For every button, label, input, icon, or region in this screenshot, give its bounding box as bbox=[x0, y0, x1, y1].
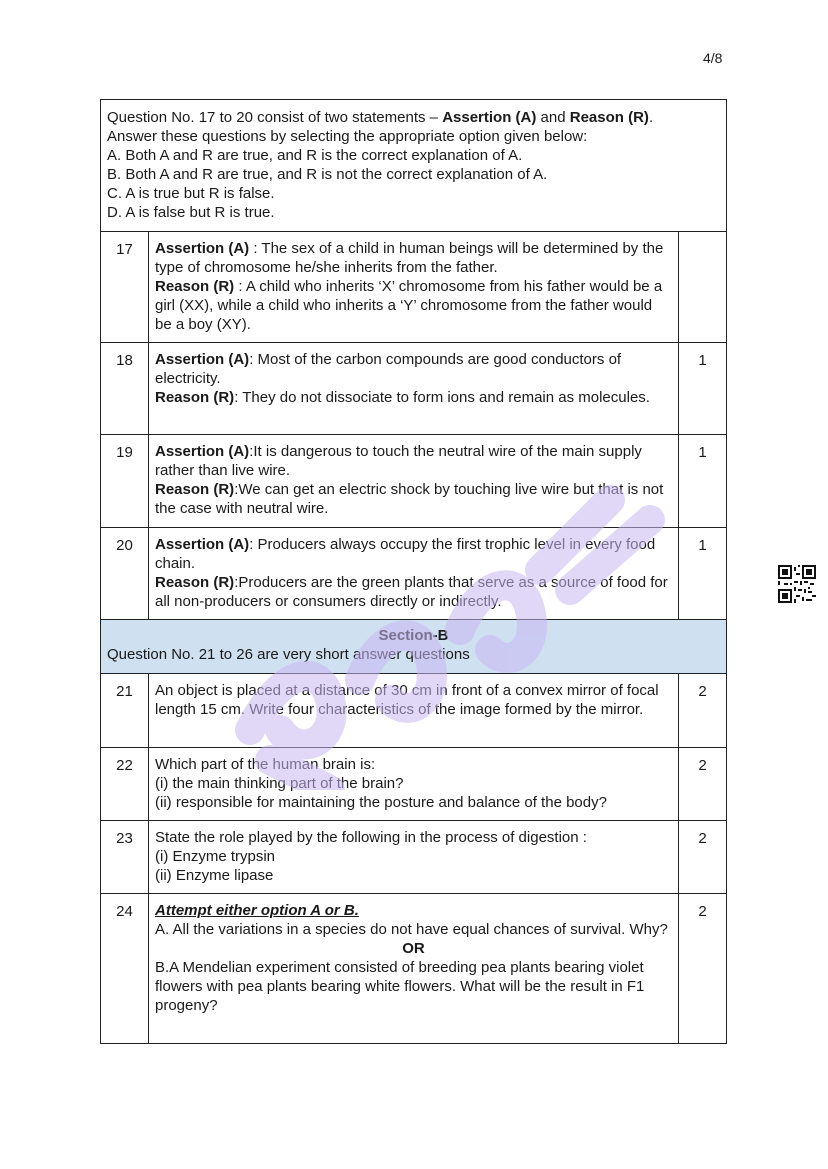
attempt-instruction: Attempt either option A or B. bbox=[155, 902, 359, 919]
reason-label: Reason (R) bbox=[155, 574, 235, 591]
reason-label: Reason (R) bbox=[155, 481, 235, 498]
question-text bbox=[149, 343, 679, 435]
question-text bbox=[149, 674, 679, 748]
question-marks: 1 bbox=[679, 343, 727, 435]
question-text bbox=[149, 232, 679, 343]
assertion-text: :It is dangerous to touch the neutral wire of the main supply rather than live wire. bbox=[155, 443, 642, 479]
option-c: C. A is true but R is false. bbox=[107, 185, 275, 202]
reason-text: :Producers are the green plants that serve as a source of food for all non-producers or consumers directly or indirectly. bbox=[155, 574, 668, 610]
question-line: (i) Enzyme trypsin bbox=[155, 848, 276, 865]
question-row-18 bbox=[101, 343, 727, 435]
reason-label: Reason (R) bbox=[155, 278, 235, 295]
section-b-header-row bbox=[101, 620, 727, 674]
question-text bbox=[149, 435, 679, 528]
assertion-label: Assertion (A) bbox=[155, 536, 250, 553]
instructions-row bbox=[101, 100, 727, 232]
question-marks: 2 bbox=[679, 748, 727, 821]
question-paper-table bbox=[100, 99, 727, 1044]
option-b-text: B.A Mendelian experiment consisted of breeding pea plants bearing violet flowers with pea plants bearing white flowers. What will be the result in F1 progeny? bbox=[155, 959, 645, 1014]
reason-text: : They do not dissociate to form ions and remain as molecules. bbox=[234, 389, 650, 406]
question-row-22 bbox=[101, 748, 727, 821]
reason-label: Reason (R) bbox=[569, 109, 649, 126]
option-a-text: A. All the variations in a species do not have equal chances of survival. Why? bbox=[155, 921, 668, 938]
section-subtitle: Question No. 21 to 26 are very short answer questions bbox=[107, 646, 470, 663]
option-b: B. Both A and R are true, and R is not the correct explanation of A. bbox=[107, 166, 548, 183]
instructions-suffix: . bbox=[648, 109, 654, 126]
page-number: 4/8 bbox=[703, 50, 723, 66]
question-number: 17 bbox=[101, 232, 149, 343]
question-marks: 1 bbox=[679, 435, 727, 528]
question-number: 24 bbox=[101, 894, 149, 1044]
question-number: 22 bbox=[101, 748, 149, 821]
question-line: (ii) responsible for maintaining the posture and balance of the body? bbox=[155, 794, 607, 811]
question-marks: 2 bbox=[679, 894, 727, 1044]
question-row-24 bbox=[101, 894, 727, 1044]
question-number: 21 bbox=[101, 674, 149, 748]
reason-text: :We can get an electric shock by touching live wire but that is not the case with neutral wire. bbox=[155, 481, 664, 517]
qr-code bbox=[778, 565, 816, 603]
section-title: Section-B bbox=[378, 627, 449, 644]
assertion-text: : Most of the carbon compounds are good conductors of electricity. bbox=[155, 351, 622, 387]
and-word: and bbox=[536, 109, 570, 126]
option-d: D. A is false but R is true. bbox=[107, 204, 275, 221]
assertion-label: Assertion (A) bbox=[442, 109, 537, 126]
question-marks bbox=[679, 232, 727, 343]
instructions-cell bbox=[101, 100, 727, 232]
question-marks: 2 bbox=[679, 821, 727, 894]
question-row-23 bbox=[101, 821, 727, 894]
question-line: (i) the main thinking part of the brain? bbox=[155, 775, 404, 792]
assertion-label: Assertion (A) bbox=[155, 351, 250, 368]
question-text bbox=[149, 894, 679, 1044]
instructions-prefix: Question No. 17 to 20 consist of two statements – bbox=[107, 109, 443, 126]
question-line: (ii) Enzyme lipase bbox=[155, 867, 274, 884]
question-number: 23 bbox=[101, 821, 149, 894]
assertion-text: : Producers always occupy the first trophic level in every food chain. bbox=[155, 536, 656, 572]
question-line: Which part of the human brain is: bbox=[155, 756, 376, 773]
reason-label: Reason (R) bbox=[155, 389, 235, 406]
instructions-line-1 bbox=[107, 108, 720, 127]
question-row-19 bbox=[101, 435, 727, 528]
question-row-20 bbox=[101, 528, 727, 620]
option-a: A. Both A and R are true, and R is the correct explanation of A. bbox=[107, 147, 523, 164]
instructions-line-2: Answer these questions by selecting the appropriate option given below: bbox=[107, 128, 588, 145]
assertion-text: : The sex of a child in human beings will be determined by the type of chromosome he/she inherits from the father. bbox=[155, 240, 664, 276]
question-row-17 bbox=[101, 232, 727, 343]
or-divider: OR bbox=[402, 940, 425, 957]
question-line: An object is placed at a distance of 30 cm in front of a convex mirror of focal length 15 cm. Write four characteristics of the image formed by the mirror. bbox=[155, 682, 659, 718]
assertion-label: Assertion (A) bbox=[155, 240, 250, 257]
question-number: 18 bbox=[101, 343, 149, 435]
question-row-21 bbox=[101, 674, 727, 748]
question-text bbox=[149, 821, 679, 894]
question-marks: 1 bbox=[679, 528, 727, 620]
question-marks: 2 bbox=[679, 674, 727, 748]
question-text bbox=[149, 528, 679, 620]
question-number: 20 bbox=[101, 528, 149, 620]
question-line: State the role played by the following in the process of digestion : bbox=[155, 829, 587, 846]
reason-text: : A child who inherits ‘X’ chromosome from his father would be a girl (XX), while a child who inherits a ‘Y’ chromosome from the father would be a boy (XY). bbox=[155, 278, 663, 333]
question-text bbox=[149, 748, 679, 821]
assertion-label: Assertion (A) bbox=[155, 443, 250, 460]
section-b-header bbox=[101, 620, 727, 674]
question-number: 19 bbox=[101, 435, 149, 528]
